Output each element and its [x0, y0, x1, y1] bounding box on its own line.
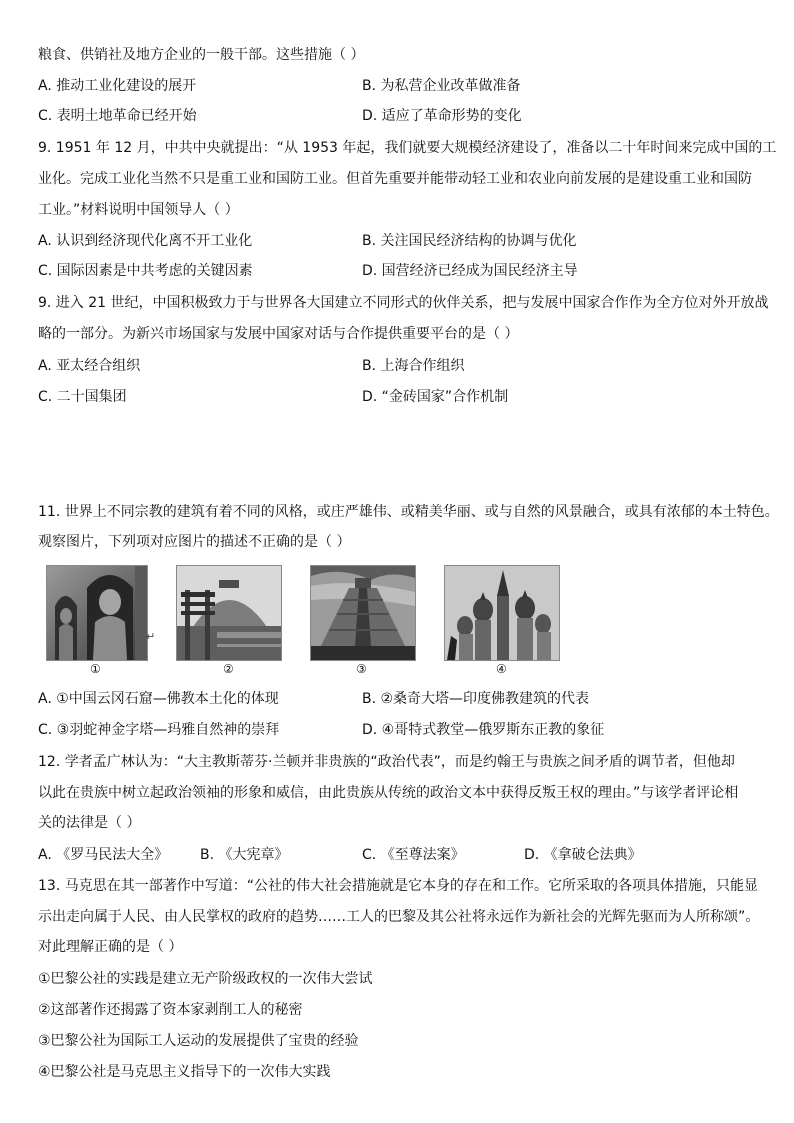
q13-statement-1: ①巴黎公社的实践是建立无产阶级政权的一次伟大尝试 [38, 971, 373, 987]
picture-caption-3: ③ [356, 662, 367, 676]
q9b-option-c: C. 二十国集团 [38, 389, 127, 405]
q9b-option-a: A. 亚太经合组织 [38, 358, 141, 374]
q9a-stem-line2: 业化。完成工业化当然不只是重工业和国防工业。但首先重要并能带动轻工业和农业向前发展的是建设重工业和国防 [38, 171, 752, 187]
q13-statement-3: ③巴黎公社为国际工人运动的发展提供了宝贵的经验 [38, 1033, 359, 1049]
q8-option-d: D. 适应了革命形势的变化 [362, 108, 522, 124]
q12-option-d: D. 《拿破仑法典》 [524, 847, 642, 863]
q11-stem-line1: 11. 世界上不同宗教的建筑有着不同的风格，或庄严雄伟、或精美华丽、或与自然的风景融合，或具有浓郁的本土特色。 [38, 504, 779, 520]
q13-statement-2: ②这部著作还揭露了资本家剥削工人的秘密 [38, 1002, 303, 1018]
q9a-stem-line3: 工业。”材料说明中国领导人（ ） [38, 202, 239, 218]
q11-option-a: A. ①中国云冈石窟—佛教本土化的体现 [38, 691, 279, 707]
picture-caption-4: ④ [496, 662, 507, 676]
return-mark: ↵ [146, 630, 156, 643]
q12-option-b: B. 《大宪章》 [200, 847, 289, 863]
q9a-stem-line1: 9. 1951 年 12 月，中共中央就提出：“从 1953 年起，我们就要大规模经济建设了，准备以二十年时间来完成中国的工 [38, 140, 777, 156]
q9b-option-b: B. 上海合作组织 [362, 358, 465, 374]
q12-option-a: A. 《罗马民法大全》 [38, 847, 169, 863]
q8-option-c: C. 表明土地革命已经开始 [38, 108, 197, 124]
picture-caption-1: ① [90, 662, 101, 676]
q13-statement-4: ④巴黎公社是马克思主义指导下的一次伟大实践 [38, 1064, 331, 1080]
picture-caption-2: ② [223, 662, 234, 676]
q8-option-a: A. 推动工业化建设的展开 [38, 78, 197, 94]
q9a-option-b: B. 关注国民经济结构的协调与优化 [362, 233, 577, 249]
q13-stem-line1: 13. 马克思在其一部著作中写道：“公社的伟大社会措施就是它本身的存在和工作。它所采取的各项具体措施，只能显 [38, 878, 758, 894]
q11-option-d: D. ④哥特式教堂—俄罗斯东正教的象征 [362, 722, 605, 738]
q12-stem-line1: 12. 学者孟广林认为：“大主教斯蒂芬·兰顿并非贵族的“政治代表”，而是约翰王与贵族之间矛盾的调节者，但他却 [38, 754, 735, 770]
q9a-option-c: C. 国际因素是中共考虑的关键因素 [38, 263, 253, 279]
q9a-option-d: D. 国营经济已经成为国民经济主导 [362, 263, 578, 279]
q12-option-c: C. 《至尊法案》 [362, 847, 465, 863]
q9b-option-d: D. “金砖国家”合作机制 [362, 389, 509, 405]
q11-stem-line2: 观察图片，下列项对应图片的描述不正确的是（ ） [38, 534, 351, 550]
q11-option-c: C. ③羽蛇神金字塔—玛雅自然神的崇拜 [38, 722, 280, 738]
st-basil-cathedral-photo [444, 565, 560, 661]
q8-option-b: B. 为私营企业改革做准备 [362, 78, 521, 94]
q9b-stem-line1: 9. 进入 21 世纪，中国积极致力于与世界各大国建立不同形式的伙伴关系，把与发展中国家合作作为全方位对外开放战 [38, 295, 769, 311]
q9b-stem-line2: 略的一部分。为新兴市场国家与发展中国家对话与合作提供重要平台的是（ ） [38, 326, 519, 342]
kukulcan-pyramid-photo [310, 565, 416, 661]
q8-stem-tail: 粮食、供销社及地方企业的一般干部。这些措施（ ） [38, 47, 365, 63]
q13-stem-line3: 对此理解正确的是（ ） [38, 939, 183, 955]
sanchi-stupa-photo [176, 565, 282, 661]
yungang-grottoes-photo [46, 565, 148, 661]
q13-stem-line2: 示出走向属于人民、由人民掌权的政府的趋势……工人的巴黎及其公社将永远作为新社会的光辉先驱而为人所称颂”。 [38, 909, 760, 925]
q9a-option-a: A. 认识到经济现代化离不开工业化 [38, 233, 253, 249]
q12-stem-line2: 以此在贵族中树立起政治领袖的形象和威信，由此贵族从传统的政治文本中获得反叛王权的理由。”与该学者评论相 [38, 785, 739, 801]
q11-option-b: B. ②桑奇大塔—印度佛教建筑的代表 [362, 691, 590, 707]
q12-stem-line3: 关的法律是（ ） [38, 815, 141, 831]
